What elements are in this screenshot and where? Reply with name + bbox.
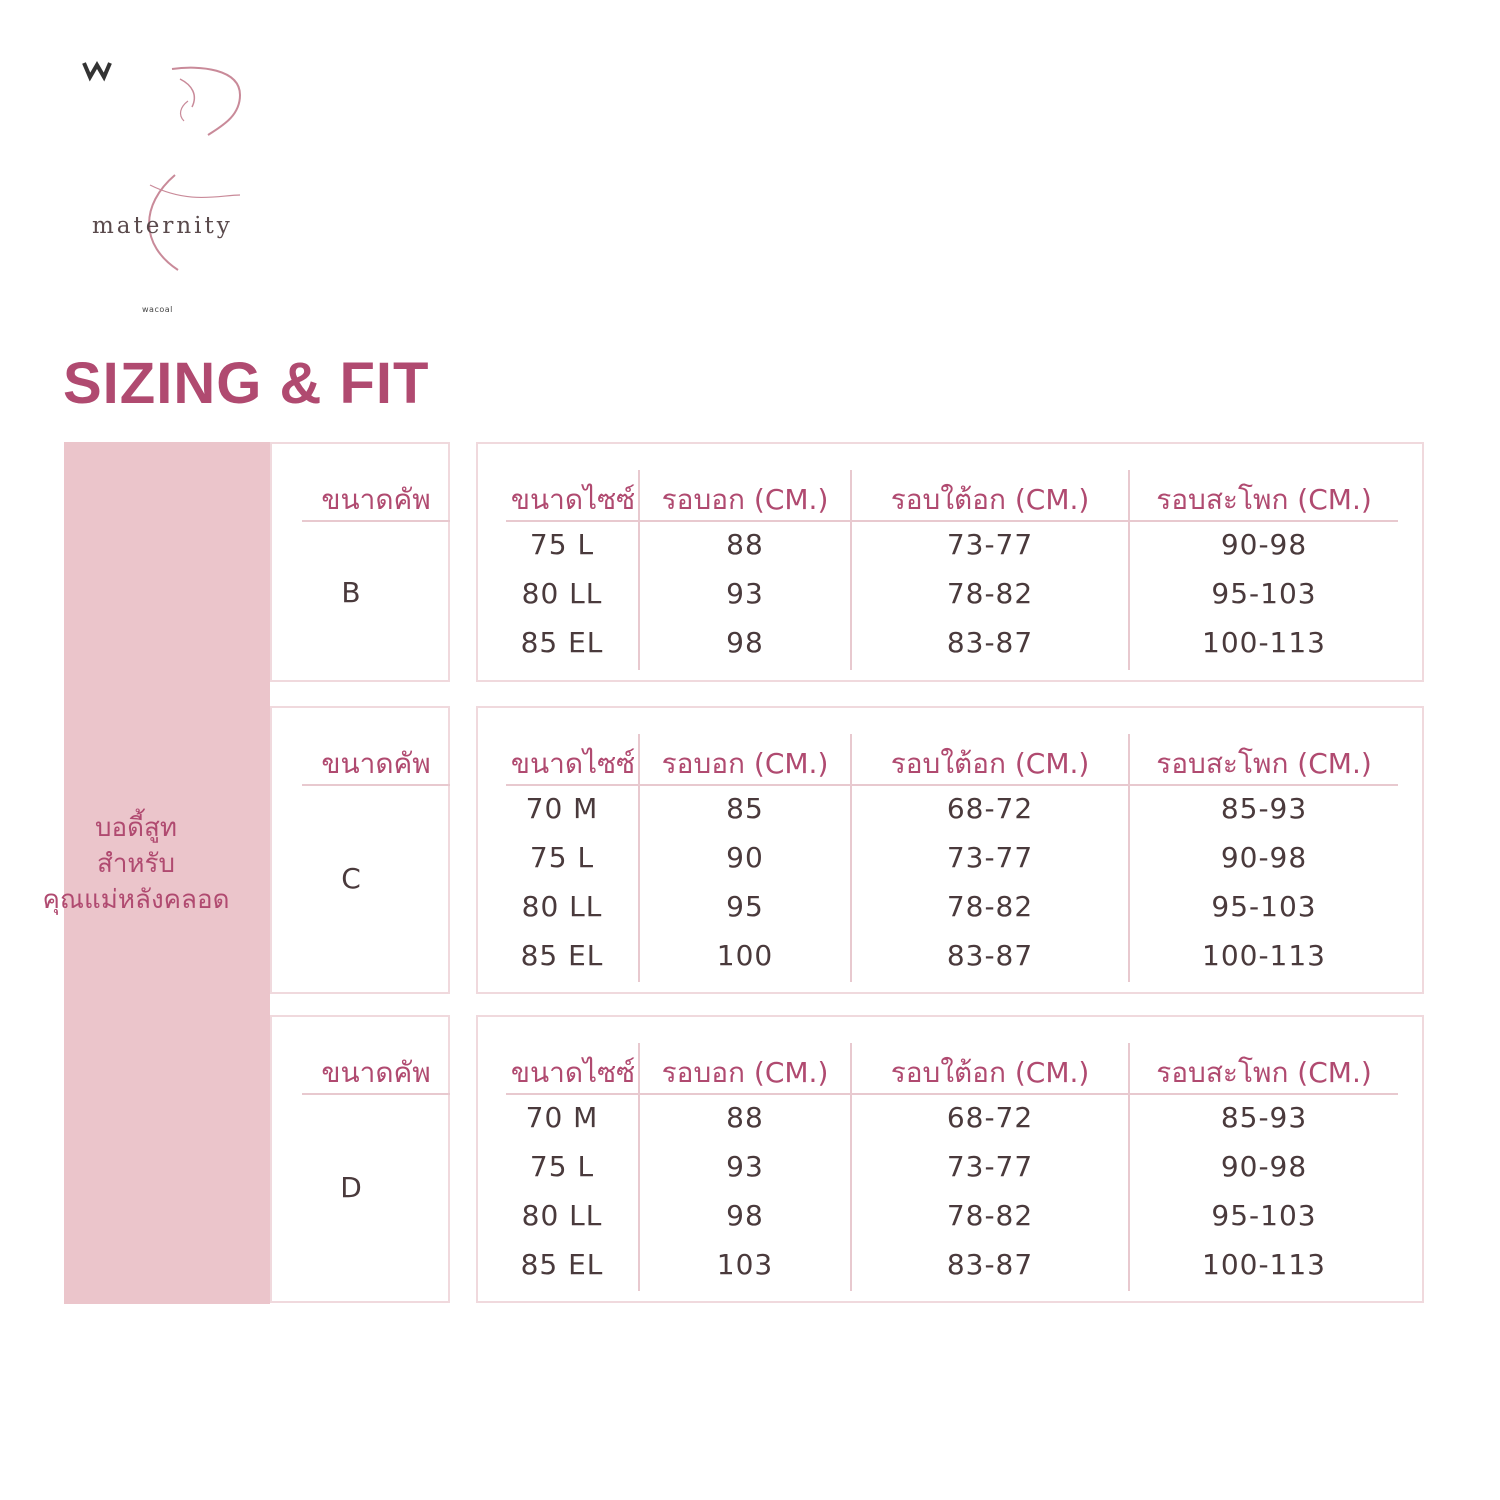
underbust-cell: 78-82	[946, 890, 1034, 923]
hip-cell: 95-103	[1211, 577, 1317, 610]
side-label-line: สำหรับ	[96, 849, 176, 879]
underbust-cell: 78-82	[946, 577, 1034, 610]
cup-value: C	[341, 862, 361, 895]
size-cell: 85 EL	[520, 939, 604, 972]
page-title: SIZING & FIT	[63, 351, 430, 416]
bust-header: รอบอก (CM.)	[661, 1056, 829, 1089]
silhouette-icon	[80, 55, 270, 285]
bust-cell: 85	[726, 792, 764, 825]
size-cell: 70 M	[525, 792, 599, 825]
underbust-header: รอบใต้อก (CM.)	[890, 1056, 1090, 1089]
size-cell: 85 EL	[520, 626, 604, 659]
size-cell: 75 L	[529, 1150, 595, 1183]
underbust-cell: 73-77	[946, 841, 1034, 874]
size-cell: 70 M	[525, 1101, 599, 1134]
hip-header: รอบสะโพก (CM.)	[1156, 747, 1372, 780]
side-label	[0, 810, 272, 918]
wacoal-emblem-icon	[80, 55, 114, 85]
underbust-cell: 68-72	[946, 792, 1034, 825]
divider	[302, 520, 450, 522]
maternity-logo	[80, 55, 270, 325]
size-table-b	[476, 442, 1424, 682]
cup-box-d	[270, 1015, 450, 1303]
underbust-cell: 78-82	[946, 1199, 1034, 1232]
divider	[302, 1093, 450, 1095]
side-label-line: บอดี้สูท	[94, 813, 177, 843]
cup-box-b	[270, 442, 450, 682]
bust-cell: 88	[726, 528, 764, 561]
size-header: ขนาดไซซ์	[510, 1056, 636, 1089]
bust-cell: 93	[726, 577, 764, 610]
hip-header: รอบสะโพก (CM.)	[1156, 1056, 1372, 1089]
size-table-d	[476, 1015, 1424, 1303]
bust-cell: 98	[726, 626, 764, 659]
bust-cell: 103	[716, 1248, 774, 1281]
size-cell: 75 L	[529, 528, 595, 561]
size-header: ขนาดไซซ์	[510, 747, 636, 780]
hip-cell: 90-98	[1220, 528, 1308, 561]
bust-cell: 93	[726, 1150, 764, 1183]
underbust-header: รอบใต้อก (CM.)	[890, 747, 1090, 780]
cup-value: D	[340, 1171, 362, 1204]
brand-wordmark: wacoal	[142, 305, 173, 314]
hip-cell: 85-93	[1220, 792, 1308, 825]
underbust-cell: 68-72	[946, 1101, 1034, 1134]
underbust-cell: 83-87	[946, 626, 1034, 659]
size-cell: 75 L	[529, 841, 595, 874]
cup-header: ขนาดคัพ	[321, 747, 431, 780]
hip-header: รอบสะโพก (CM.)	[1156, 483, 1372, 516]
bust-cell: 95	[726, 890, 764, 923]
bust-cell: 100	[716, 939, 774, 972]
hip-cell: 95-103	[1211, 890, 1317, 923]
hip-cell: 100-113	[1202, 939, 1326, 972]
size-cell: 80 LL	[521, 890, 603, 923]
cup-value: B	[341, 576, 361, 609]
size-cell: 85 EL	[520, 1248, 604, 1281]
cup-header: ขนาดคัพ	[321, 1056, 431, 1089]
bust-header: รอบอก (CM.)	[661, 747, 829, 780]
bust-cell: 88	[726, 1101, 764, 1134]
underbust-cell: 83-87	[946, 1248, 1034, 1281]
size-header: ขนาดไซซ์	[510, 483, 636, 516]
hip-cell: 95-103	[1211, 1199, 1317, 1232]
underbust-cell: 83-87	[946, 939, 1034, 972]
side-label-line: คุณแม่หลังคลอด	[42, 885, 230, 915]
hip-cell: 100-113	[1202, 626, 1326, 659]
logo-wordmark: maternity	[92, 213, 233, 239]
bust-cell: 98	[726, 1199, 764, 1232]
bust-cell: 90	[726, 841, 764, 874]
underbust-header: รอบใต้อก (CM.)	[890, 483, 1090, 516]
size-table-c	[476, 706, 1424, 994]
size-cell: 80 LL	[521, 1199, 603, 1232]
size-cell: 80 LL	[521, 577, 603, 610]
cup-box-c	[270, 706, 450, 994]
underbust-cell: 73-77	[946, 1150, 1034, 1183]
cup-header: ขนาดคัพ	[321, 483, 431, 516]
hip-cell: 90-98	[1220, 841, 1308, 874]
hip-cell: 85-93	[1220, 1101, 1308, 1134]
bust-header: รอบอก (CM.)	[661, 483, 829, 516]
hip-cell: 100-113	[1202, 1248, 1326, 1281]
underbust-cell: 73-77	[946, 528, 1034, 561]
hip-cell: 90-98	[1220, 1150, 1308, 1183]
divider	[302, 784, 450, 786]
